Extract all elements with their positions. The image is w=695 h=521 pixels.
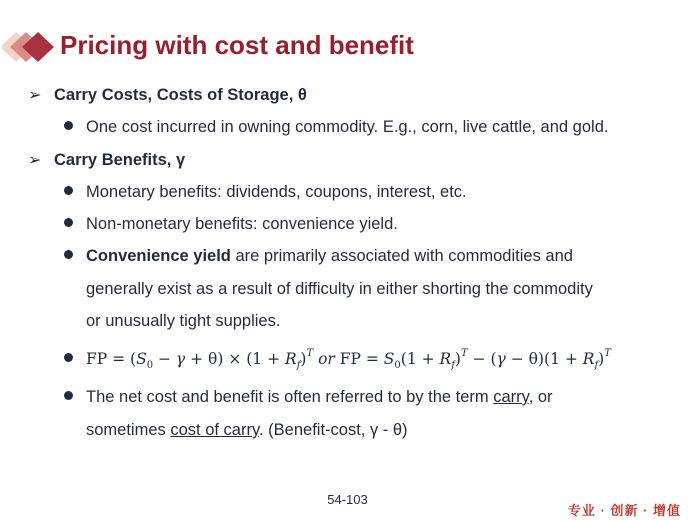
bullet-dot-icon bbox=[64, 186, 73, 195]
list-item: Convenience yield are primarily associated with commodities and bbox=[64, 247, 573, 266]
cost-of-carry-term: cost of carry bbox=[170, 421, 259, 439]
convenience-yield-term: Convenience yield bbox=[86, 247, 231, 265]
list-item: One cost incurred in owning commodity. E.g., corn, live cattle, and gold. bbox=[64, 118, 608, 137]
slogan: 专业 · 创新 · 增值 bbox=[567, 503, 681, 518]
page-title: Pricing with cost and benefit bbox=[60, 30, 414, 60]
page-number: 54-103 bbox=[327, 492, 368, 507]
bullet-dot-icon bbox=[64, 250, 73, 259]
logo-diamonds-icon bbox=[2, 30, 58, 64]
carry-benefits-heading: ➢ Carry Benefits, γ bbox=[28, 151, 186, 169]
carry-term: carry bbox=[493, 388, 529, 406]
list-item-continuation: generally exist as a result of difficulty in either shorting the commodity bbox=[86, 280, 593, 298]
list-item: The net cost and benefit is often referred to by the term carry, or bbox=[64, 388, 553, 407]
list-item-continuation: sometimes cost of carry. (Benefit-cost, γ - θ) bbox=[86, 421, 408, 439]
carry-costs-heading: ➢ Carry Costs, Costs of Storage, θ bbox=[28, 86, 307, 104]
bullet-dot-icon bbox=[64, 218, 73, 227]
bullet-dot-icon bbox=[64, 353, 73, 362]
bullet-dot-icon bbox=[64, 391, 73, 400]
arrow-bullet-icon: ➢ bbox=[28, 87, 42, 104]
list-item-continuation: or unusually tight supplies. bbox=[86, 312, 281, 330]
forward-price-formula: FP = $(S_0 - \gamma + \theta) \times (1 + R_f)^T$ or FP = $S_0(1 + R_f)^T - (\gamma - \theta)(1 + R_f)^T$ bbox=[64, 348, 611, 371]
arrow-bullet-icon: ➢ bbox=[28, 152, 42, 169]
list-item: Non-monetary benefits: convenience yield. bbox=[64, 215, 398, 234]
list-item: Monetary benefits: dividends, coupons, interest, etc. bbox=[64, 183, 467, 202]
bullet-dot-icon bbox=[64, 121, 73, 130]
